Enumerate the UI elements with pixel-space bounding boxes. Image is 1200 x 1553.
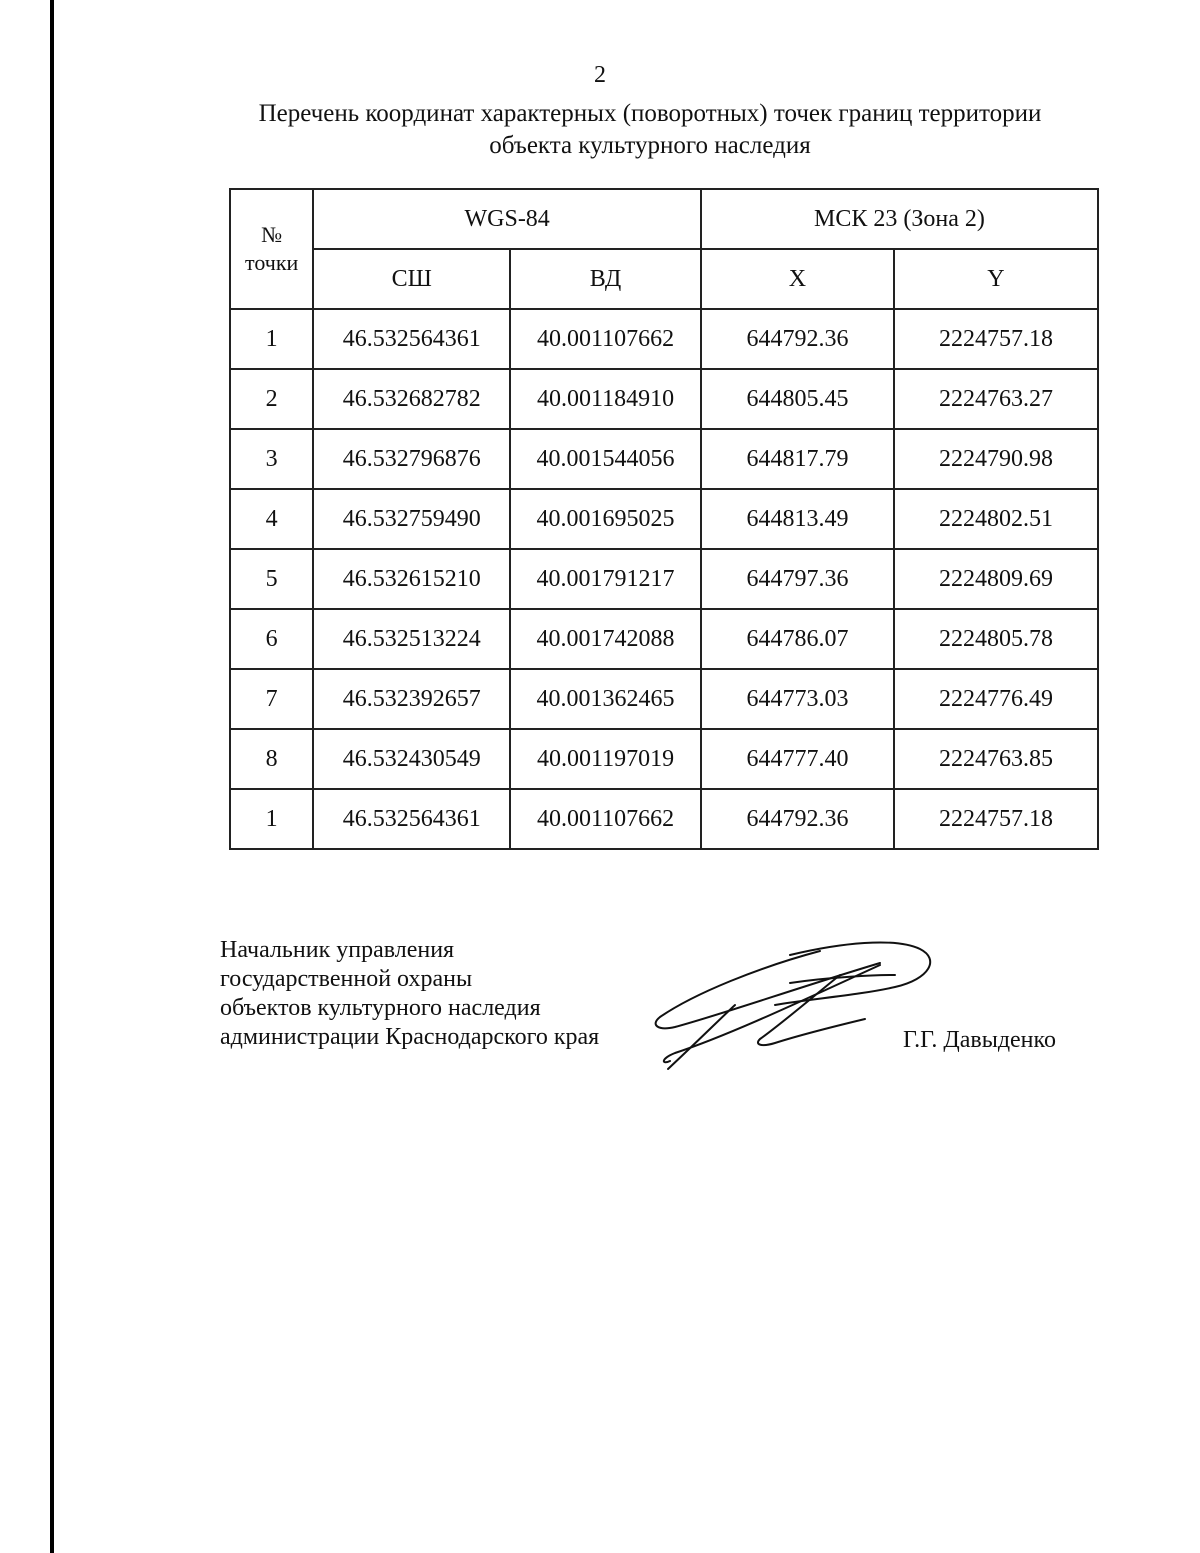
cell-longitude: 40.001742088 <box>510 609 701 669</box>
cell-latitude: 46.532759490 <box>313 489 510 549</box>
cell-latitude: 46.532564361 <box>313 789 510 849</box>
cell-x: 644813.49 <box>701 489 894 549</box>
cell-latitude: 46.532615210 <box>313 549 510 609</box>
cell-x: 644777.40 <box>701 729 894 789</box>
cell-x: 644773.03 <box>701 669 894 729</box>
signatory-line-3: объектов культурного наследия <box>220 995 541 1021</box>
signatory-line-4: администрации Краснодарского края <box>220 1024 600 1050</box>
table-row <box>230 429 1098 489</box>
header-point-number <box>230 189 313 309</box>
cell-longitude: 40.001184910 <box>510 369 701 429</box>
cell-y: 2224757.18 <box>894 309 1098 369</box>
cell-y: 2224776.49 <box>894 669 1098 729</box>
cell-y: 2224802.51 <box>894 489 1098 549</box>
signatory-position <box>220 936 599 1052</box>
cell-longitude: 40.001544056 <box>510 429 701 489</box>
cell-point-number: 7 <box>230 669 313 729</box>
signer-name: Г.Г. Давыденко <box>903 1027 1056 1053</box>
coordinates-table-header <box>230 189 1098 309</box>
cell-latitude: 46.532796876 <box>313 429 510 489</box>
table-row <box>230 489 1098 549</box>
header-longitude: ВД <box>510 249 701 309</box>
cell-longitude: 40.001791217 <box>510 549 701 609</box>
cell-y: 2224757.18 <box>894 789 1098 849</box>
table-row <box>230 549 1098 609</box>
cell-x: 644805.45 <box>701 369 894 429</box>
cell-x: 644792.36 <box>701 789 894 849</box>
table-row <box>230 609 1098 669</box>
cell-x: 644797.36 <box>701 549 894 609</box>
cell-x: 644792.36 <box>701 309 894 369</box>
cell-point-number: 6 <box>230 609 313 669</box>
table-row <box>230 729 1098 789</box>
cell-latitude: 46.532564361 <box>313 309 510 369</box>
header-latitude: СШ <box>313 249 510 309</box>
page-number: 2 <box>594 62 606 88</box>
cell-latitude: 46.532392657 <box>313 669 510 729</box>
document-title <box>200 98 1100 162</box>
cell-y: 2224805.78 <box>894 609 1098 669</box>
cell-latitude: 46.532430549 <box>313 729 510 789</box>
cell-point-number: 1 <box>230 309 313 369</box>
page-left-border <box>50 0 54 1553</box>
cell-point-number: 3 <box>230 429 313 489</box>
table-row <box>230 369 1098 429</box>
coordinates-table-body <box>230 309 1098 849</box>
document-title-line-1: Перечень координат характерных (поворотных) точек границ территории <box>258 100 1042 127</box>
cell-y: 2224763.27 <box>894 369 1098 429</box>
cell-y: 2224763.85 <box>894 729 1098 789</box>
cell-longitude: 40.001695025 <box>510 489 701 549</box>
table-row <box>230 789 1098 849</box>
cell-x: 644786.07 <box>701 609 894 669</box>
signatory-line-1: Начальник управления <box>220 937 455 963</box>
cell-longitude: 40.001107662 <box>510 309 701 369</box>
cell-point-number: 8 <box>230 729 313 789</box>
document-title-line-2: объекта культурного наследия <box>489 132 811 159</box>
table-row <box>230 309 1098 369</box>
header-x: X <box>701 249 894 309</box>
header-point-number-word: точки <box>245 250 299 275</box>
cell-latitude: 46.532513224 <box>313 609 510 669</box>
cell-point-number: 4 <box>230 489 313 549</box>
header-wgs84: WGS-84 <box>313 189 701 249</box>
cell-latitude: 46.532682782 <box>313 369 510 429</box>
cell-y: 2224809.69 <box>894 549 1098 609</box>
signatory-line-2: государственной охраны <box>220 966 473 992</box>
cell-x: 644817.79 <box>701 429 894 489</box>
cell-point-number: 5 <box>230 549 313 609</box>
header-y: Y <box>894 249 1098 309</box>
cell-y: 2224790.98 <box>894 429 1098 489</box>
header-msk23: МСК 23 (Зона 2) <box>701 189 1098 249</box>
cell-point-number: 1 <box>230 789 313 849</box>
table-row <box>230 669 1098 729</box>
header-point-number-symbol: № <box>261 222 283 247</box>
cell-point-number: 2 <box>230 369 313 429</box>
cell-longitude: 40.001362465 <box>510 669 701 729</box>
coordinates-table <box>229 188 1099 850</box>
cell-longitude: 40.001197019 <box>510 729 701 789</box>
cell-longitude: 40.001107662 <box>510 789 701 849</box>
